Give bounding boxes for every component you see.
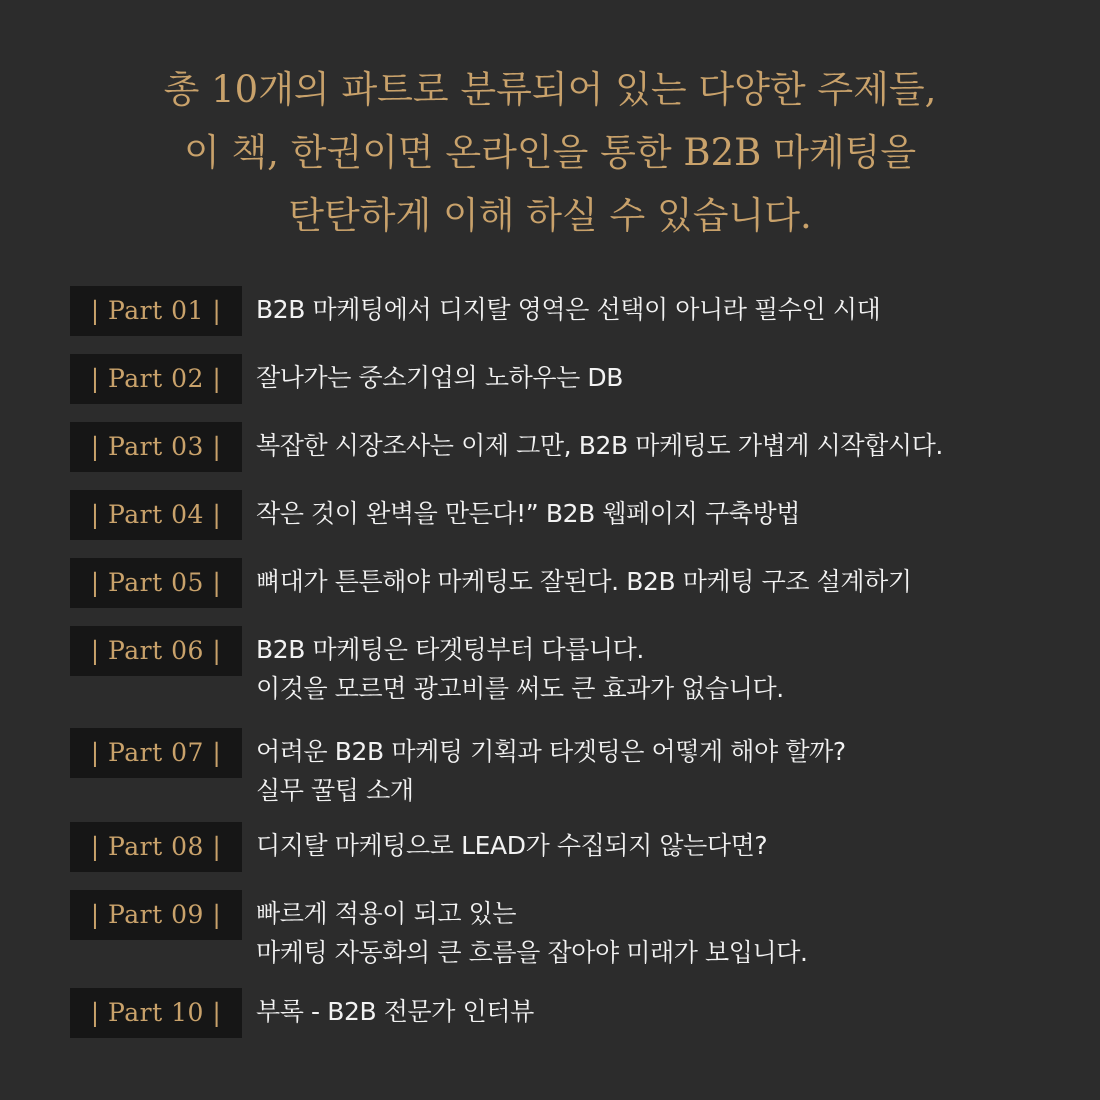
part-badge: | Part 05 |	[70, 558, 242, 608]
part-title-line: 잘나가는 중소기업의 노하우는 DB	[256, 363, 623, 392]
part-title	[256, 286, 880, 329]
part-title	[256, 890, 808, 972]
part-row-07	[70, 728, 1070, 810]
headline	[0, 58, 1100, 247]
part-badge: | Part 08 |	[70, 822, 242, 872]
part-title-line: 뼈대가 튼튼해야 마케팅도 잘된다. B2B 마케팅 구조 설계하기	[256, 567, 912, 596]
part-badge: | Part 10 |	[70, 988, 242, 1038]
part-title	[256, 822, 767, 865]
part-badge: | Part 01 |	[70, 286, 242, 336]
part-title-line: 이것을 모르면 광고비를 써도 큰 효과가 없습니다.	[256, 674, 784, 703]
part-row-02	[70, 354, 1070, 404]
part-title	[256, 988, 534, 1031]
part-title	[256, 558, 912, 601]
part-badge: | Part 07 |	[70, 728, 242, 778]
part-title-line: 디지탈 마케팅으로 LEAD가 수집되지 않는다면?	[256, 831, 768, 860]
part-title-line: 빠르게 적용이 되고 있는	[256, 899, 517, 928]
headline-line-1: 총 10개의 파트로 분류되어 있는 다양한 주제들,	[163, 68, 937, 111]
part-badge: | Part 04 |	[70, 490, 242, 540]
part-title-line: B2B 마케팅에서 디지탈 영역은 선택이 아니라 필수인 시대	[256, 295, 881, 324]
headline-line-2: 이 책, 한권이면 온라인을 통한 B2B 마케팅을	[183, 131, 917, 174]
part-title-line: 실무 꿀팁 소개	[256, 776, 414, 805]
part-title	[256, 422, 943, 465]
part-row-05	[70, 558, 1070, 608]
part-badge: | Part 06 |	[70, 626, 242, 676]
part-title	[256, 728, 846, 810]
part-row-09	[70, 890, 1070, 972]
part-title-line: 어려운 B2B 마케팅 기획과 타겟팅은 어떻게 해야 할까?	[256, 737, 846, 766]
part-badge: | Part 09 |	[70, 890, 242, 940]
part-title-line: B2B 마케팅은 타겟팅부터 다릅니다.	[256, 635, 644, 664]
part-badge: | Part 02 |	[70, 354, 242, 404]
part-title	[256, 626, 784, 708]
part-row-03	[70, 422, 1070, 472]
parts-list	[70, 286, 1070, 1038]
headline-line-3: 탄탄하게 이해 하실 수 있습니다.	[288, 194, 812, 237]
part-title-line: 복잡한 시장조사는 이제 그만, B2B 마케팅도 가볍게 시작합시다.	[256, 431, 943, 460]
part-row-06	[70, 626, 1070, 708]
part-row-08	[70, 822, 1070, 872]
part-title	[256, 354, 623, 397]
part-row-10	[70, 988, 1070, 1038]
part-row-04	[70, 490, 1070, 540]
part-badge: | Part 03 |	[70, 422, 242, 472]
part-title-line: 작은 것이 완벽을 만든다!” B2B 웹페이지 구축방법	[256, 499, 800, 528]
part-title-line: 마케팅 자동화의 큰 흐름을 잡아야 미래가 보입니다.	[256, 938, 808, 967]
part-row-01	[70, 286, 1070, 336]
part-title	[256, 490, 800, 533]
part-title-line: 부록 - B2B 전문가 인터뷰	[256, 997, 534, 1026]
